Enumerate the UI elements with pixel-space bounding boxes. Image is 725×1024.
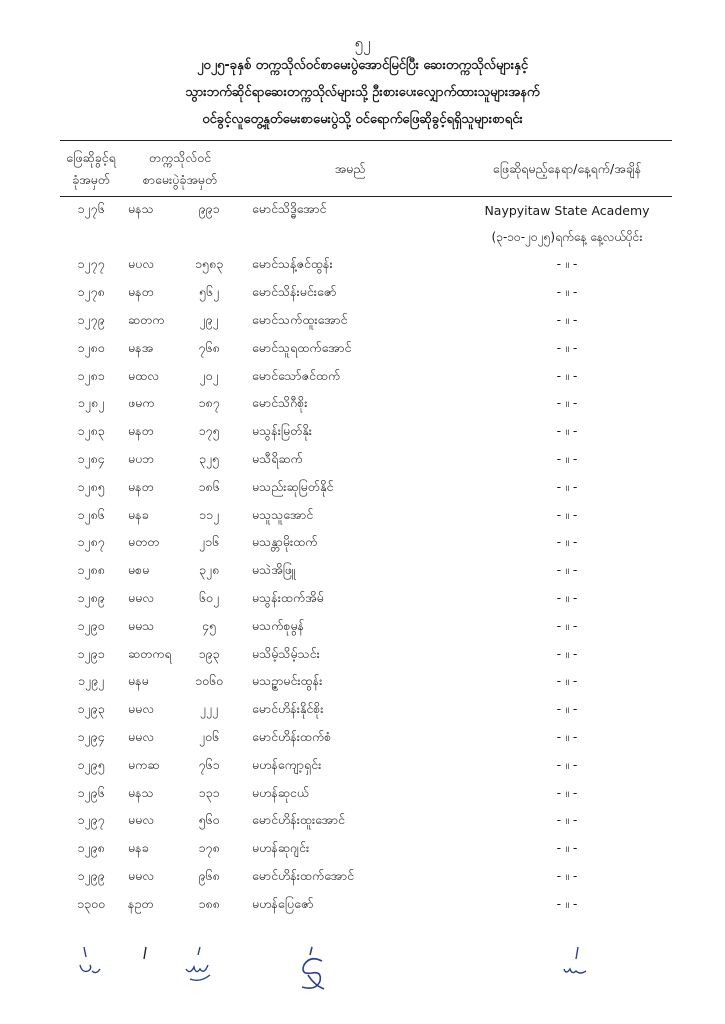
exam-roll-number-cell: ၅၆၀: [198, 812, 220, 828]
candidate-name-cell: မသွန်းမြတ်နိုး: [252, 423, 312, 439]
document-title: [40, 52, 685, 133]
table-row: [60, 280, 672, 308]
table-row: [60, 419, 672, 447]
exam-roll-number-cell: ၂၀၂: [199, 367, 219, 383]
exam-center-code-cell: မမလ: [128, 729, 155, 745]
exam-roll-number-cell: ၃၂၈: [198, 562, 220, 578]
exam-roll-number-cell: ၃၂၅: [198, 451, 220, 467]
exam-center-code-cell: မနအ: [128, 339, 154, 355]
exam-roll-number-cell: ၁၅၈၃: [194, 256, 224, 272]
table-row: [60, 474, 672, 502]
exam-center-code-cell: မနသ: [128, 784, 154, 800]
candidate-name-cell: မောင်ဟိန်းနိုင်စိုး: [252, 701, 324, 717]
title-line-1: ၂၀၂၅-ခုနှစ် တက္ကသိုလ်ဝင်စာမေးပွဲအောင်မြင်ပြီး ဆေးတက္ကသိုလ်များနှင့်: [196, 58, 529, 73]
exam-roll-number-cell: ၁၈၇: [198, 395, 220, 411]
table-row: [60, 836, 672, 864]
exam-center-code-cell: မနသ: [128, 201, 154, 217]
seat-number-cell: ၁၂၉၁: [77, 645, 105, 661]
page-number: ၅၂: [354, 34, 371, 52]
candidate-name-cell: မဟန်ဆုငယ်: [252, 784, 309, 800]
signature-mark-5: [556, 945, 596, 985]
table-body: [60, 197, 672, 920]
candidate-name-cell: မောင်ဟိန်းထက်စံ: [252, 729, 332, 745]
header-seat-number: ဖြေဆိုခွင့်ရ ခုံအမှတ်: [60, 141, 122, 197]
candidate-name-cell: မောင်သိဒ္ဓိအောင်: [252, 201, 327, 217]
venue-cell: - ။ -: [556, 840, 578, 856]
exam-roll-number-cell: ၄၅: [201, 617, 217, 633]
exam-center-code-cell: မပလ: [128, 256, 154, 272]
seat-number-cell: ၁၂၈၈: [77, 562, 105, 578]
venue-cell: - ။ -: [556, 673, 578, 689]
seat-number-cell: ၁၂၇၉: [77, 312, 105, 328]
exam-center-code-cell: ဆတကရ: [128, 645, 172, 661]
candidate-name-cell: မောင်သော်ဇင်ထက်: [252, 367, 341, 383]
venue-cell: - ။ -: [556, 812, 578, 828]
table-row: [60, 502, 672, 530]
exam-center-code-cell: မမလ: [128, 590, 155, 606]
header-exam-roll-number: တက္ကသိုလ်ဝင် စာမေးပွဲခုံအမှတ်: [122, 141, 238, 197]
venue-cell: - ။ -: [556, 784, 578, 800]
seat-number-cell: ၁၂၉၂: [77, 673, 105, 689]
candidate-name-cell: မောင်ဟိန်းထူးအောင်: [252, 812, 345, 828]
exam-roll-number-cell: ၁၇၈: [198, 840, 220, 856]
seat-number-cell: ၁၂၉၈: [77, 840, 105, 856]
table-row: [60, 391, 672, 419]
seat-number-cell: ၁၂၉၀: [77, 617, 105, 633]
venue-cell: - ။ -: [556, 729, 578, 745]
signature-mark-4: [288, 945, 338, 995]
table-row: [60, 752, 672, 780]
candidate-name-cell: မသက်စုမွန်: [252, 617, 305, 633]
seat-number-cell: ၁၂၈၀: [77, 339, 105, 355]
candidate-name-cell: မောင်သန့်ဇင်ထွန်း: [252, 256, 333, 272]
table-row: [60, 891, 672, 919]
venue-cell: - ။ -: [556, 506, 578, 522]
venue-name: Naypyitaw State Academy: [484, 203, 650, 219]
exam-center-code-cell: ဆတက: [128, 312, 165, 328]
venue-cell: - ။ -: [556, 895, 578, 911]
table-row: [60, 308, 672, 336]
venue-cell: - ။ -: [556, 562, 578, 578]
exam-center-code-cell: မထလ: [128, 367, 159, 383]
seat-number-cell: ၁၂၉၆: [77, 784, 105, 800]
header-name: အမည်: [238, 141, 462, 197]
venue-cell: - ။ -: [556, 645, 578, 661]
seat-number-cell: ၁၂၈၅: [77, 478, 105, 494]
seat-number-cell: ၁၂၈၄: [77, 451, 105, 467]
venue-cell: - ။ -: [556, 590, 578, 606]
candidate-name-cell: မောင်ဟိန်းထက်အောင်: [252, 868, 355, 884]
signature-mark-3: [180, 945, 220, 985]
venue-cell: - ။ -: [556, 868, 578, 884]
table-row: [60, 808, 672, 836]
candidate-name-cell: မသဲအိဖြူ: [252, 562, 296, 578]
candidate-name-cell: မဟန်ပြေဇော်: [252, 895, 314, 911]
venue-date-row: [60, 224, 672, 252]
signature-row: [60, 945, 672, 995]
candidate-name-cell: မသန္တာမိုးထက်: [252, 534, 318, 550]
venue-cell: - ။ -: [556, 284, 578, 300]
exam-center-code-cell: မနတ: [128, 478, 154, 494]
table-row: [60, 252, 672, 280]
candidate-name-cell: မဟန်ဆုဂျင်း: [252, 840, 310, 856]
seat-number-cell: ၁၂၇၈: [77, 284, 105, 300]
table-row: [60, 641, 672, 669]
seat-number-cell: ၁၂၉၅: [77, 756, 105, 772]
seat-number-cell: ၁၂၈၂: [77, 395, 105, 411]
exam-roll-number-cell: ၅၆၂: [198, 284, 220, 300]
header-venue: ဖြေဆိုရမည့်နေရာ/နေ့ရက်/အချိန်: [462, 141, 672, 197]
signature-mark-1: [74, 945, 114, 985]
exam-roll-number-cell: ၂၀၆: [198, 729, 220, 745]
exam-center-code-cell: မနတ: [128, 284, 154, 300]
exam-center-code-cell: မမလ: [128, 701, 155, 717]
candidate-name-cell: မဟန်ကျော့ရှင်း: [252, 756, 322, 772]
candidate-name-cell: မောင်သိဂီစိုး: [252, 395, 308, 411]
venue-cell: - ။ -: [556, 312, 578, 328]
candidate-name-cell: မသီရိဆက်: [252, 451, 303, 467]
seat-number-cell: ၁၂၈၆: [77, 506, 105, 522]
table-row: [60, 780, 672, 808]
exam-roll-number-cell: ၇၆၁: [198, 756, 220, 772]
venue-date-time: (၃-၁၀-၂၀၂၅)ရက်နေ့ နေ့လယ်ပိုင်း: [491, 230, 643, 245]
exam-center-code-cell: မနမ: [128, 673, 149, 689]
table-row: [60, 335, 672, 363]
exam-center-code-cell: ဖမက: [128, 395, 155, 411]
venue-cell: - ။ -: [556, 478, 578, 494]
venue-cell: - ။ -: [556, 756, 578, 772]
exam-roll-number-cell: ၉၉၁: [198, 201, 220, 217]
exam-roll-number-cell: ၁၈၈: [198, 895, 220, 911]
candidate-name-cell: မသူသူအောင်: [252, 506, 314, 522]
table-row: [60, 586, 672, 614]
seat-number-cell: ၁၂၉၉: [77, 868, 105, 884]
title-line-2: သွားဘက်ဆိုင်ရာဆေးတက္ကသိုလ်များသို့ ဦးစားပေးလျှောက်ထားသူများအနက်: [185, 85, 540, 100]
seat-number-cell: ၁၂၉၄: [77, 729, 105, 745]
exam-center-code-cell: မမလ: [128, 868, 155, 884]
venue-cell: - ။ -: [556, 367, 578, 383]
signature-mark-2: [136, 945, 156, 975]
table-header-row: [60, 141, 672, 197]
venue-cell: - ။ -: [556, 395, 578, 411]
candidate-name-cell: မောင်သက်ထူးအောင်: [252, 312, 348, 328]
candidate-name-cell: မသိမ့်သိမ့်သင်း: [252, 645, 320, 661]
exam-center-code-cell: နဥတ: [128, 895, 154, 911]
exam-roll-number-cell: ၉၆၈: [198, 868, 220, 884]
seat-number-cell: ၁၂၇၆: [77, 201, 105, 217]
exam-center-code-cell: မမလ: [128, 812, 155, 828]
venue-cell: - ။ -: [556, 617, 578, 633]
seat-number-cell: ၁၂၇၇: [77, 256, 105, 272]
table-row: [60, 363, 672, 391]
candidate-table: [60, 140, 672, 919]
candidate-name-cell: မောင်သိန်းမင်းဇော်: [252, 284, 337, 300]
exam-center-code-cell: မကဆ: [128, 756, 160, 772]
venue-cell: - ။ -: [556, 256, 578, 272]
exam-roll-number-cell: ၂၂၂: [199, 701, 219, 717]
venue-cell: - ။ -: [556, 701, 578, 717]
exam-roll-number-cell: ၁၈၆: [198, 478, 220, 494]
table-row: [60, 669, 672, 697]
table-row: [60, 725, 672, 753]
venue-cell: - ။ -: [556, 451, 578, 467]
exam-roll-number-cell: ၁၀၆၀: [194, 673, 224, 689]
table-row: [60, 558, 672, 586]
exam-center-code-cell: မစမ: [128, 562, 150, 578]
seat-number-cell: ၁၃၀၀: [76, 895, 106, 911]
exam-roll-number-cell: ၂၁၆: [198, 534, 220, 550]
exam-roll-number-cell: ၁၁၂: [198, 506, 220, 522]
seat-number-cell: ၁၂၉၇: [77, 812, 105, 828]
title-line-3: ဝင်ခွင့်လူတွေ့နှုတ်မေးစာမေးပွဲသို့ ဝင်ရောက်ဖြေဆိုခွင့်ရရှိသူများစာရင်း: [202, 112, 523, 127]
table-row: [60, 864, 672, 892]
venue-cell: - ။ -: [556, 339, 578, 355]
table-row: [60, 530, 672, 558]
exam-center-code-cell: မတတ: [128, 534, 160, 550]
venue-cell: - ။ -: [556, 423, 578, 439]
seat-number-cell: ၁၂၈၃: [77, 423, 105, 439]
table-row: [60, 447, 672, 475]
venue-cell: [462, 197, 672, 225]
candidate-name-cell: မသည်းဆုမြတ်နိုင်: [252, 478, 334, 494]
exam-center-code-cell: မမသ: [128, 617, 155, 633]
candidate-name-cell: မသဥ္ဇာမင်းထွန်း: [252, 673, 323, 689]
exam-roll-number-cell: ၁၉၃: [198, 645, 220, 661]
seat-number-cell: ၁၂၈၁: [77, 367, 105, 383]
exam-center-code-cell: မနတ: [128, 423, 154, 439]
exam-center-code-cell: မပဘ: [128, 451, 155, 467]
seat-number-cell: ၁၂၉၃: [77, 701, 105, 717]
exam-center-code-cell: မနခ: [128, 506, 149, 522]
venue-cell: - ။ -: [556, 534, 578, 550]
table-row: [60, 197, 672, 225]
exam-roll-number-cell: ၂၉၂: [199, 312, 219, 328]
exam-roll-number-cell: ၇၆၈: [198, 339, 220, 355]
exam-center-code-cell: မနခ: [128, 840, 149, 856]
exam-roll-number-cell: ၁၃၁: [198, 784, 220, 800]
exam-roll-number-cell: ၆၀၂: [198, 590, 220, 606]
exam-roll-number-cell: ၁၇၅: [198, 423, 220, 439]
candidate-name-cell: မောင်သူရထက်အောင်: [252, 339, 352, 355]
seat-number-cell: ၁၂၈၇: [77, 534, 105, 550]
candidate-name-cell: မသွန်းထက်အိမ်: [252, 590, 324, 606]
seat-number-cell: ၁၂၈၉: [77, 590, 105, 606]
table-row: [60, 613, 672, 641]
table-row: [60, 697, 672, 725]
